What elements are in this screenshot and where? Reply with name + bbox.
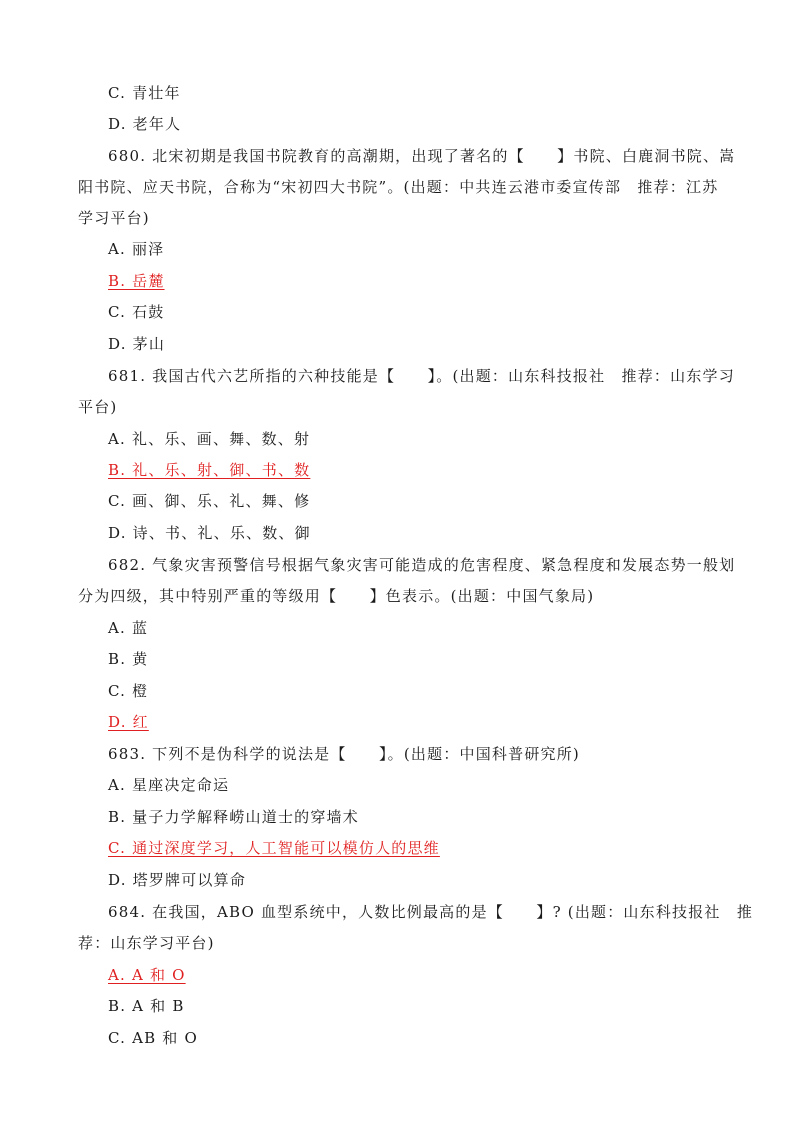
option-c: C. 橙: [108, 682, 149, 700]
option-d: D. 老年人: [108, 115, 182, 133]
option-b: B. 黄: [108, 650, 149, 668]
question-680-text: 680. 北宋初期是我国书院教育的高潮期，出现了著名的【 】书院、白鹿洞书院、嵩: [108, 147, 736, 165]
question-680-text-cont: 学习平台): [78, 209, 150, 227]
option-b: B. A 和 B: [108, 997, 185, 1015]
correct-option-a: A. A 和 O: [108, 966, 186, 984]
question-684-text-cont: 荐：山东学习平台): [78, 934, 215, 952]
question-682-text-cont: 分为四级，其中特别严重的等级用【 】色表示。(出题：中国气象局): [78, 587, 595, 605]
option-c: C. 画、御、乐、礼、舞、修: [108, 492, 311, 510]
correct-option-b: B. 岳麓: [108, 272, 165, 290]
question-684-text: 684. 在我国，ABO 血型系统中，人数比例最高的是【 】? (出题：山东科技报社 推: [108, 903, 754, 921]
question-682-text: 682. 气象灾害预警信号根据气象灾害可能造成的危害程度、紧急程度和发展态势一般划: [108, 556, 736, 574]
option-d: D. 诗、书、礼、乐、数、御: [108, 524, 311, 542]
option-d: D. 茅山: [108, 335, 166, 353]
option-d: D. 塔罗牌可以算命: [108, 871, 247, 889]
question-681-text-cont: 平台): [78, 398, 118, 416]
option-c: C. 石鼓: [108, 303, 165, 321]
correct-option-d: D. 红: [108, 713, 149, 731]
question-680-text-cont: 阳书院、应天书院，合称为“宋初四大书院”。(出题：中共连云港市委宣传部 推荐：江苏: [78, 178, 719, 196]
question-683-text: 683. 下列不是伪科学的说法是【 】。(出题：中国科普研究所): [108, 745, 580, 763]
correct-option-b: B. 礼、乐、射、御、书、数: [108, 461, 311, 479]
correct-option-c: C. 通过深度学习，人工智能可以模仿人的思维: [108, 839, 440, 857]
option-a: A. 蓝: [108, 619, 149, 637]
option-c: C. AB 和 O: [108, 1029, 198, 1047]
option-b: B. 量子力学解释崂山道士的穿墙术: [108, 808, 359, 826]
question-681-text: 681. 我国古代六艺所指的六种技能是【 】。(出题：山东科技报社 推荐：山东学习: [108, 367, 735, 385]
option-a: A. 星座决定命运: [108, 776, 230, 794]
option-a: A. 丽泽: [108, 240, 165, 258]
option-a: A. 礼、乐、画、舞、数、射: [108, 430, 311, 448]
option-c: C. 青壮年: [108, 84, 181, 102]
